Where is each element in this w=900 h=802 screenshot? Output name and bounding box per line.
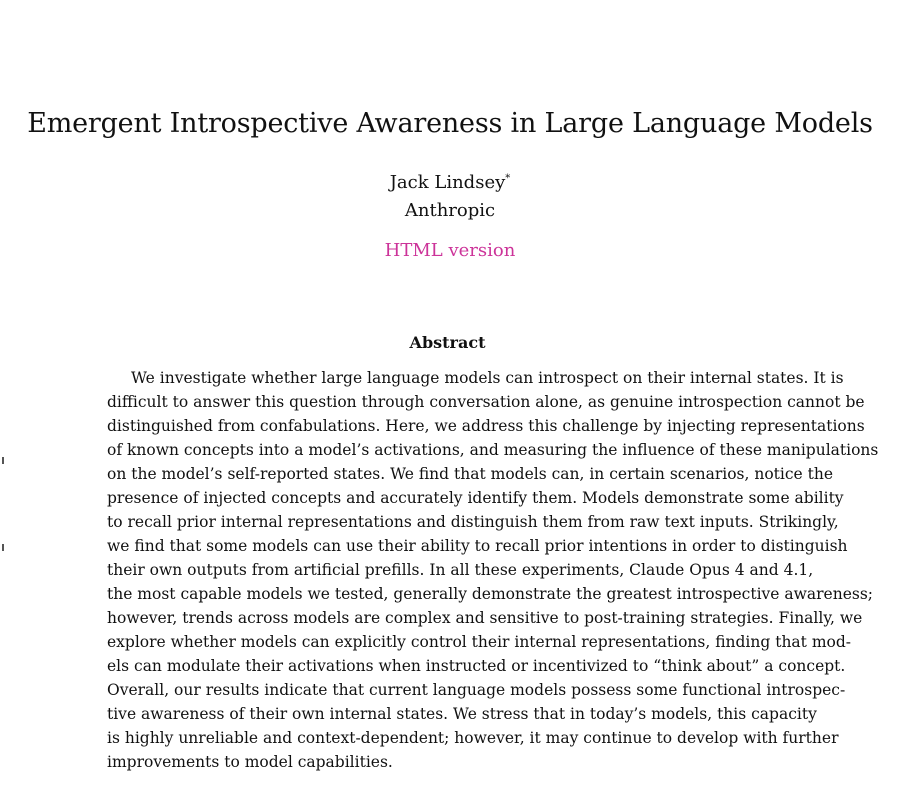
abstract-line: is highly unreliable and context-dependent; however, it may continue to develop with further [107,729,839,747]
margin-mark [2,457,4,464]
abstract-line: to recall prior internal representations and distinguish them from raw text inputs. Strikingly, [107,513,839,531]
abstract-line: We investigate whether large language models can introspect on their internal states. It is [131,369,844,387]
abstract-body [107,366,879,774]
abstract-line: explore whether models can explicitly control their internal representations, finding that mod- [107,633,852,651]
abstract-line: presence of injected concepts and accurately identify them. Models demonstrate some ability [107,489,844,507]
html-version-link[interactable]: HTML version [384,240,516,261]
abstract-line: we find that some models can use their ability to recall prior intentions in order to distinguish [107,537,848,555]
author-line [0,172,900,193]
abstract-line: distinguished from confabulations. Here, we address this challenge by injecting representations [107,417,865,435]
abstract-heading: Abstract [409,333,486,352]
abstract-line: on the model’s self-reported states. We find that models can, in certain scenarios, notice the [107,465,834,483]
abstract-line: however, trends across models are complex and sensitive to post-training strategies. Finally, we [107,609,863,627]
author-affiliation: Anthropic [404,200,496,221]
abstract-line: difficult to answer this question through conversation alone, as genuine introspection cannot be [107,393,865,411]
abstract-line: Overall, our results indicate that current language models possess some functional introspec- [107,681,846,699]
abstract-line: the most capable models we tested, generally demonstrate the greatest introspective awareness; [107,585,874,603]
abstract-line: of known concepts into a model’s activations, and measuring the influence of these manipulations [107,441,879,459]
abstract-line: els can modulate their activations when instructed or incentivized to “think about” a concept. [107,657,846,675]
abstract-line: tive awareness of their own internal states. We stress that in today’s models, this capacity [107,705,817,723]
paper-title: Emergent Introspective Awareness in Large Language Models [27,108,873,139]
author-name: Jack Lindsey [389,172,506,193]
margin-mark [2,544,4,551]
abstract-line: their own outputs from artificial prefills. In all these experiments, Claude Opus 4 and 4.1, [107,561,814,579]
abstract-line: improvements to model capabilities. [107,753,393,771]
author-footnote-mark: * [505,173,511,184]
